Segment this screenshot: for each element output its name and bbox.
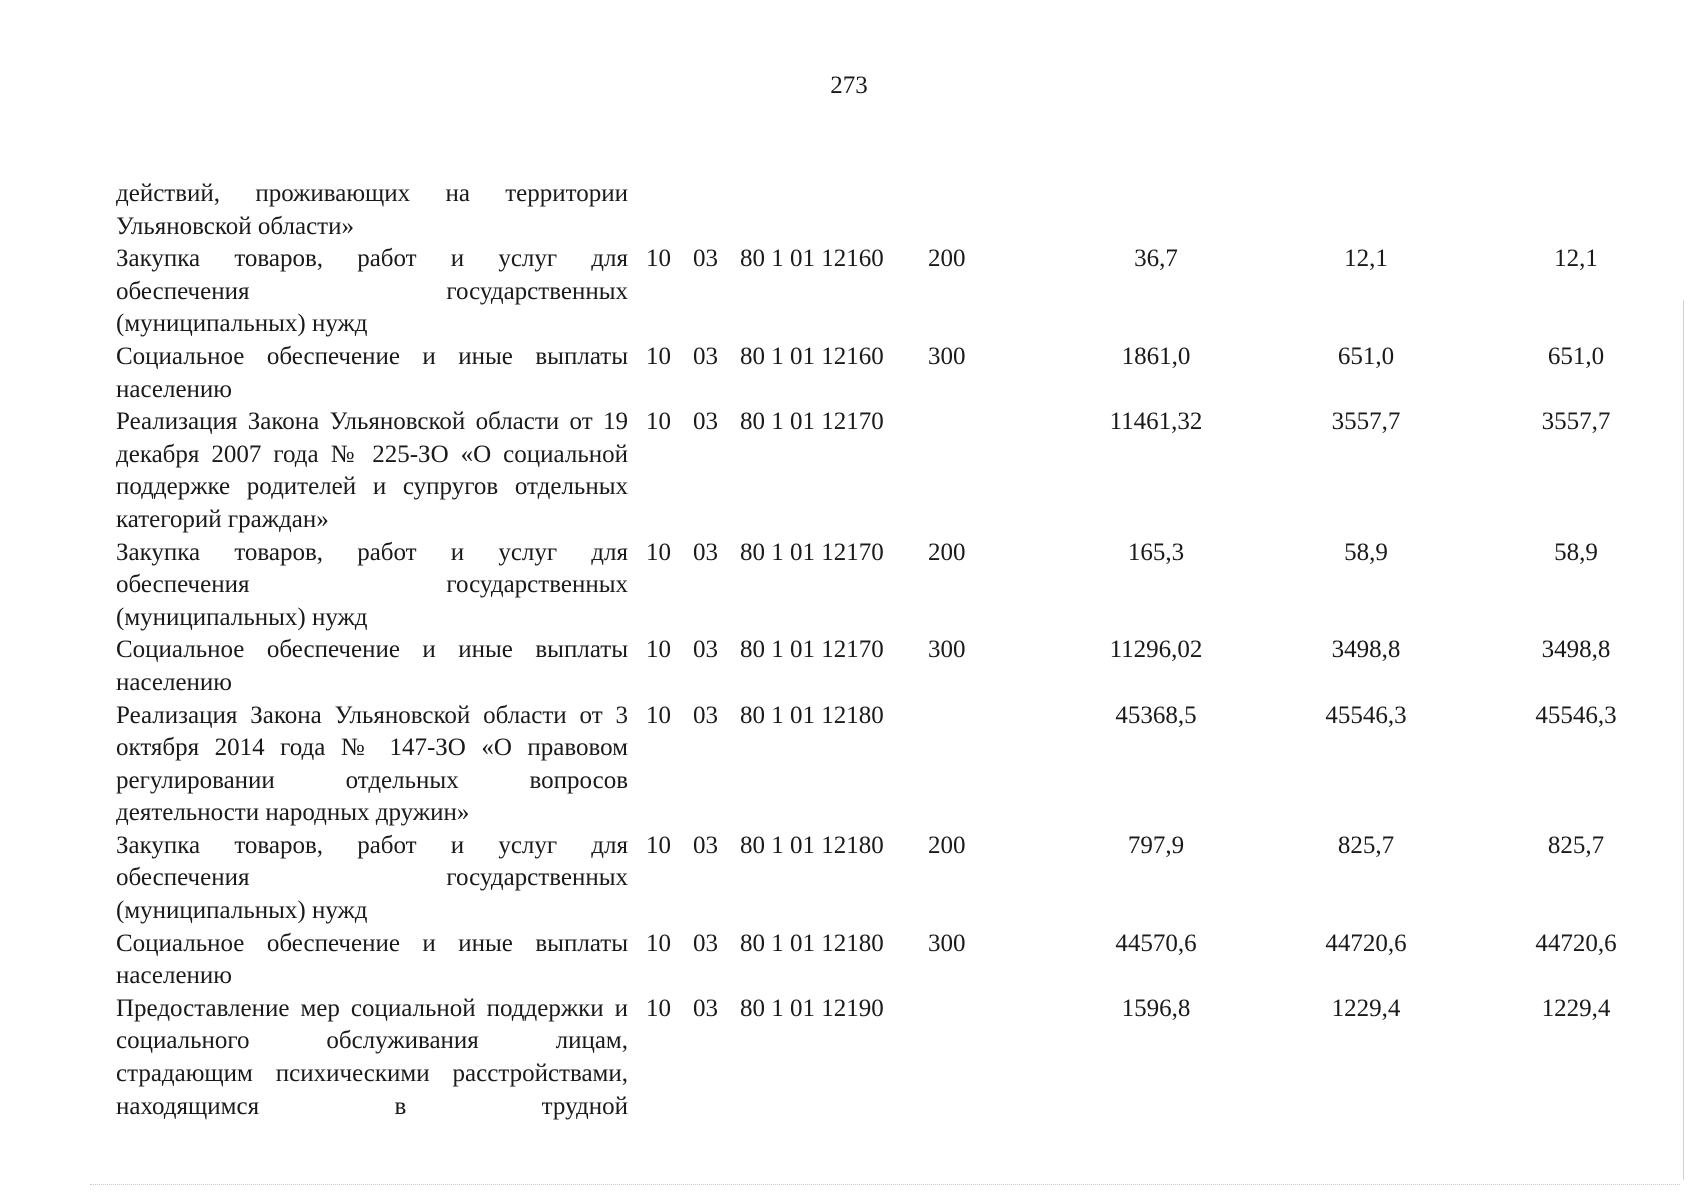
amount-year-2: 45546,3 (1325, 701, 1407, 729)
amount-year-3: 58,9 (1554, 538, 1598, 566)
target-article-code: 80 1 01 12160 (740, 245, 884, 273)
table-row (116, 830, 1605, 928)
scan-artifact-edge (1683, 300, 1684, 1180)
row-description: Закупка товаров, работ и услуг для обеспечения государственных (муниципальных) нужд (116, 245, 628, 338)
subsection-code: 03 (693, 342, 718, 370)
table-row (116, 928, 1617, 993)
row-description: Реализация Закона Ульяновской области от 19 декабря 2007 года № 225-ЗО «О социальной поддержке родителей и супругов отдельных категорий граждан» (116, 408, 628, 533)
amount-year-3: 12,1 (1554, 245, 1598, 273)
amount-year-3: 825,7 (1547, 831, 1605, 859)
target-article-code: 80 1 01 12190 (740, 994, 884, 1022)
subsection-code: 03 (693, 929, 718, 957)
amount-year-2: 3557,7 (1331, 408, 1401, 436)
section-code: 10 (646, 245, 671, 273)
amount-year-2: 1229,4 (1331, 994, 1401, 1022)
target-article-code: 80 1 01 12170 (740, 636, 884, 664)
table-row (116, 537, 1598, 635)
section-code: 10 (646, 994, 671, 1022)
expense-type-code: 200 (928, 245, 966, 273)
expense-type-code: 200 (928, 538, 966, 566)
scan-artifact-line (90, 1184, 1680, 1185)
section-code: 10 (646, 538, 671, 566)
amount-year-1: 44570,6 (1115, 929, 1197, 957)
target-article-code: 80 1 01 12180 (740, 701, 884, 729)
subsection-code: 03 (693, 636, 718, 664)
amount-year-1: 45368,5 (1115, 701, 1197, 729)
subsection-code: 03 (693, 245, 718, 273)
row-description: Закупка товаров, работ и услуг для обеспечения государственных (муниципальных) нужд (116, 538, 628, 631)
table-row (116, 700, 1617, 830)
table-row (116, 634, 1611, 699)
table-row (116, 243, 1598, 341)
amount-year-2: 651,0 (1337, 342, 1395, 370)
amount-year-3: 1229,4 (1541, 994, 1611, 1022)
amount-year-3: 45546,3 (1535, 701, 1617, 729)
section-code: 10 (646, 342, 671, 370)
row-description: Предоставление мер социальной поддержки и социального обслуживания лицам, страдающим психическими расстройствами, находящимся в трудной (116, 994, 628, 1120)
amount-year-2: 58,9 (1344, 538, 1388, 566)
row-description: Реализация Закона Ульяновской области от 3 октября 2014 года № 147-ЗО «О правовом регулировании отдельных вопросов деятельности народных дружин» (116, 701, 628, 827)
expense-type-code: 300 (928, 929, 966, 957)
amount-year-1: 11461,32 (1109, 408, 1203, 436)
subsection-code: 03 (693, 994, 718, 1022)
target-article-code: 80 1 01 12170 (740, 538, 884, 566)
row-description: действий, проживающих на территории Ульяновской области» (116, 180, 628, 240)
section-code: 10 (646, 636, 671, 664)
section-code: 10 (646, 408, 671, 436)
amount-year-1: 11296,02 (1109, 636, 1203, 664)
table-row (116, 178, 628, 243)
amount-year-1: 165,3 (1127, 538, 1185, 566)
amount-year-2: 44720,6 (1325, 929, 1407, 957)
subsection-code: 03 (693, 831, 718, 859)
amount-year-1: 1596,8 (1121, 994, 1191, 1022)
amount-year-3: 44720,6 (1535, 929, 1617, 957)
subsection-code: 03 (693, 701, 718, 729)
amount-year-2: 825,7 (1337, 831, 1395, 859)
table-row (116, 341, 1605, 406)
expense-type-code: 300 (928, 636, 966, 664)
target-article-code: 80 1 01 12180 (740, 831, 884, 859)
section-code: 10 (646, 831, 671, 859)
target-article-code: 80 1 01 12170 (740, 408, 884, 436)
amount-year-2: 12,1 (1344, 245, 1388, 273)
amount-year-3: 3498,8 (1541, 636, 1611, 664)
row-description: Социальное обеспечение и иные выплаты населению (116, 636, 628, 696)
amount-year-1: 36,7 (1134, 245, 1178, 273)
budget-table (116, 178, 1617, 1123)
row-description: Социальное обеспечение и иные выплаты населению (116, 342, 628, 403)
expense-type-code: 300 (928, 342, 966, 370)
amount-year-1: 1861,0 (1121, 342, 1191, 370)
amount-year-3: 3557,7 (1541, 408, 1611, 436)
section-code: 10 (646, 929, 671, 957)
page-number: 273 (830, 72, 868, 99)
table-row (116, 406, 1611, 536)
subsection-code: 03 (693, 538, 718, 566)
table-row (116, 993, 1611, 1123)
expense-type-code: 200 (928, 831, 966, 859)
amount-year-3: 651,0 (1547, 342, 1605, 370)
row-description: Социальное обеспечение и иные выплаты населению (116, 929, 628, 990)
amount-year-1: 797,9 (1127, 831, 1185, 859)
row-description: Закупка товаров, работ и услуг для обеспечения государственных (муниципальных) нужд (116, 831, 628, 925)
amount-year-2: 3498,8 (1331, 636, 1401, 664)
section-code: 10 (646, 701, 671, 729)
subsection-code: 03 (693, 408, 718, 436)
target-article-code: 80 1 01 12160 (740, 342, 884, 370)
target-article-code: 80 1 01 12180 (740, 929, 884, 957)
